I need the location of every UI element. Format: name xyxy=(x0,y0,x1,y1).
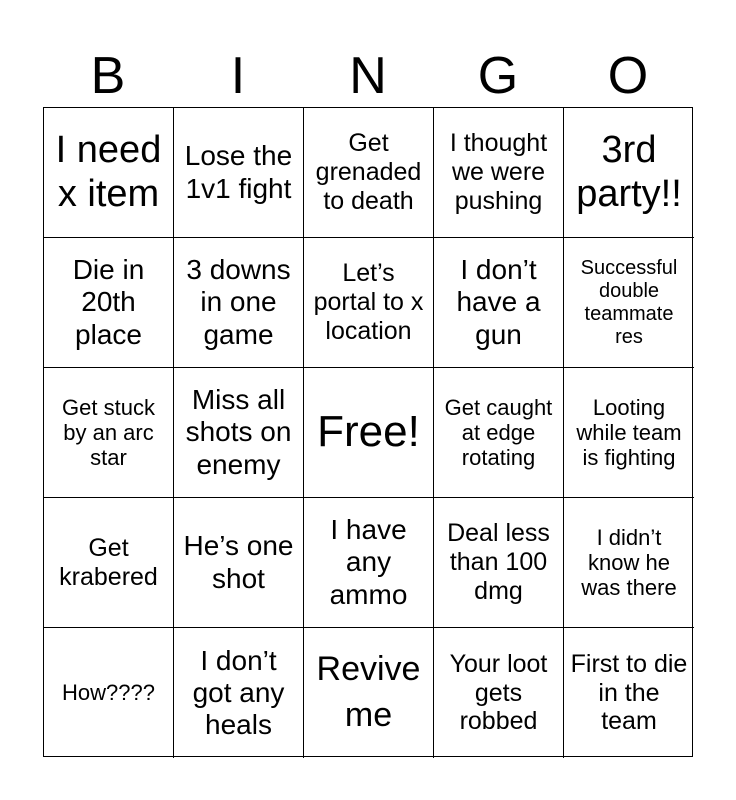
cell-label: 3 downs in one game xyxy=(186,254,291,350)
bingo-cell[interactable] xyxy=(174,368,304,498)
cell-label: I don’t have a gun xyxy=(456,254,541,350)
bingo-cell[interactable] xyxy=(304,628,434,758)
cell-label: Get stuck by an arc star xyxy=(62,394,155,471)
header-letter-i: I xyxy=(230,47,246,105)
cell-label: First to die in the team xyxy=(570,649,688,736)
bingo-cell[interactable] xyxy=(434,238,564,368)
cell-label: Get grenaded to death xyxy=(315,129,422,215)
bingo-cell[interactable] xyxy=(44,108,174,238)
cell-label: Lose the 1v1 fight xyxy=(184,140,293,204)
cell-label: 3rd party!! xyxy=(576,128,682,215)
cell-label: Die in 20th place xyxy=(72,254,145,350)
cell-label: I don’t got any heals xyxy=(192,644,285,741)
bingo-cell[interactable] xyxy=(434,368,564,498)
cell-label: Let’s portal to x location xyxy=(313,259,424,345)
bingo-cell[interactable] xyxy=(44,238,174,368)
cell-label: I thought we were pushing xyxy=(449,129,548,215)
header-letter-g: G xyxy=(477,47,519,105)
cell-label: Looting while team is fighting xyxy=(576,394,682,471)
bingo-cell[interactable] xyxy=(564,368,694,498)
cell-label: I need x item xyxy=(55,128,162,215)
header-letter-b: B xyxy=(90,47,126,105)
cell-label: Get krabered xyxy=(59,533,158,591)
bingo-free-cell[interactable] xyxy=(304,368,434,498)
bingo-cell[interactable] xyxy=(304,498,434,628)
bingo-cell[interactable] xyxy=(434,498,564,628)
bingo-cell[interactable] xyxy=(304,108,434,238)
cell-label: Your loot gets robbed xyxy=(449,649,548,736)
header-letter-n: N xyxy=(349,47,387,105)
bingo-cell[interactable] xyxy=(434,628,564,758)
cell-label: Deal less than 100 dmg xyxy=(447,519,550,605)
cell-label: Successful double teammate res xyxy=(580,256,678,348)
bingo-cell[interactable] xyxy=(44,498,174,628)
cell-label: Revive me xyxy=(316,650,421,734)
header-letter-o: O xyxy=(607,47,649,105)
bingo-cell[interactable] xyxy=(564,238,694,368)
cell-label: How???? xyxy=(62,680,155,706)
cell-label: Free! xyxy=(317,407,420,457)
bingo-header xyxy=(43,46,693,106)
bingo-cell[interactable] xyxy=(434,108,564,238)
bingo-cell[interactable] xyxy=(174,238,304,368)
cell-label: He’s one shot xyxy=(183,530,294,594)
bingo-board xyxy=(43,107,693,757)
cell-label: Miss all shots on enemy xyxy=(185,384,292,480)
cell-label: Get caught at edge rotating xyxy=(444,394,553,471)
bingo-cell[interactable] xyxy=(564,108,694,238)
bingo-cell[interactable] xyxy=(564,498,694,628)
bingo-cell[interactable] xyxy=(174,628,304,758)
bingo-cell[interactable] xyxy=(174,108,304,238)
bingo-cell[interactable] xyxy=(304,238,434,368)
bingo-cell[interactable] xyxy=(44,368,174,498)
cell-label: I have any ammo xyxy=(329,514,408,610)
bingo-cell[interactable] xyxy=(564,628,694,758)
bingo-cell[interactable] xyxy=(174,498,304,628)
cell-label: I didn’t know he was there xyxy=(581,524,677,601)
bingo-cell[interactable] xyxy=(44,628,174,758)
